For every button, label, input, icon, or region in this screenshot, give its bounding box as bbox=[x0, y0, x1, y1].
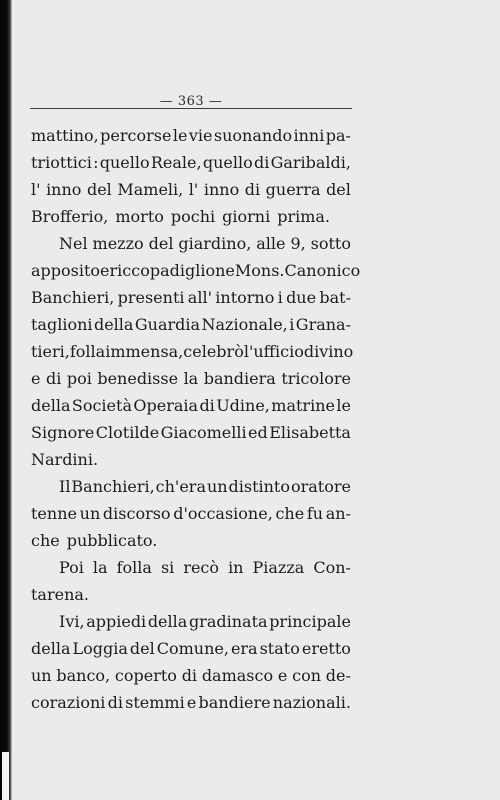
word: coperto bbox=[114, 666, 177, 685]
word: Banchieri, bbox=[71, 477, 155, 496]
word: della bbox=[31, 396, 71, 415]
word: giardino, bbox=[178, 234, 252, 253]
word: prima. bbox=[277, 207, 331, 226]
word: di bbox=[107, 693, 123, 712]
text-line bbox=[31, 554, 351, 581]
word: un bbox=[79, 504, 101, 523]
word: Il bbox=[59, 477, 71, 496]
word: del bbox=[326, 180, 351, 199]
text-line bbox=[31, 176, 351, 203]
word: all' bbox=[187, 288, 212, 307]
word: Giacomelli bbox=[160, 423, 247, 442]
word: taglioni bbox=[31, 315, 93, 334]
word: Garibaldi, bbox=[270, 153, 351, 172]
word: de- bbox=[325, 666, 351, 685]
text-line bbox=[31, 473, 351, 500]
word: fu bbox=[306, 504, 324, 523]
text-line bbox=[31, 257, 361, 284]
word: ricco bbox=[109, 261, 150, 280]
word: Clotilde bbox=[95, 423, 160, 442]
word: benedisse bbox=[97, 369, 179, 388]
word: quello bbox=[99, 153, 150, 172]
word: di bbox=[199, 396, 215, 415]
word: si bbox=[160, 558, 175, 577]
word: an- bbox=[325, 504, 351, 523]
word: di bbox=[244, 180, 261, 199]
word: Guardia bbox=[134, 315, 201, 334]
word: della bbox=[31, 639, 71, 658]
word: Banchieri, bbox=[31, 288, 115, 307]
word: Loggia bbox=[72, 639, 128, 658]
word: Poi bbox=[59, 558, 84, 577]
text-line bbox=[31, 230, 351, 257]
word: principale bbox=[269, 612, 351, 631]
word: quello bbox=[202, 153, 253, 172]
word: che bbox=[31, 531, 60, 550]
word: celebrò bbox=[183, 342, 244, 361]
word: e bbox=[186, 693, 197, 712]
word: guerra bbox=[265, 180, 321, 199]
word: stato bbox=[259, 639, 300, 658]
text-line bbox=[31, 284, 351, 311]
word: morto bbox=[115, 207, 164, 226]
body-text bbox=[31, 122, 361, 716]
word: Nel bbox=[59, 234, 88, 253]
word: discorso bbox=[102, 504, 171, 523]
word: del bbox=[148, 234, 174, 253]
word: l' bbox=[31, 180, 41, 199]
word: le bbox=[172, 126, 188, 145]
word: percorse bbox=[100, 126, 172, 145]
word: un bbox=[31, 666, 52, 685]
word: del bbox=[86, 180, 112, 199]
word: mattino, bbox=[31, 126, 99, 145]
word: i bbox=[277, 288, 283, 307]
word: padiglione bbox=[149, 261, 235, 280]
word: giorni bbox=[222, 207, 271, 226]
word: : bbox=[93, 153, 99, 172]
word: Piazza bbox=[252, 558, 305, 577]
word: nazionali. bbox=[272, 693, 351, 712]
word: gradinata bbox=[188, 612, 268, 631]
word: folla bbox=[69, 342, 106, 361]
word: del bbox=[129, 639, 155, 658]
word: ch'era bbox=[155, 477, 206, 496]
header-rule bbox=[30, 108, 352, 109]
word: l'ufficio bbox=[243, 342, 304, 361]
word: e bbox=[100, 261, 110, 280]
word: eretto bbox=[301, 639, 351, 658]
text-line bbox=[31, 635, 351, 662]
word: bandiere bbox=[198, 693, 271, 712]
word: ed bbox=[248, 423, 268, 442]
word: tarena. bbox=[31, 585, 90, 604]
word: alle bbox=[256, 234, 286, 253]
word: damasco bbox=[201, 666, 274, 685]
word: inno bbox=[203, 180, 240, 199]
word: tieri, bbox=[31, 342, 70, 361]
word: Comune, bbox=[156, 639, 229, 658]
word: di bbox=[253, 153, 270, 172]
word: folla bbox=[116, 558, 152, 577]
word: della bbox=[147, 612, 188, 631]
text-line bbox=[31, 338, 354, 365]
word: bat- bbox=[319, 288, 351, 307]
binding-edge bbox=[0, 0, 12, 800]
text-line bbox=[31, 446, 351, 473]
text-line bbox=[31, 581, 351, 608]
word: oratore bbox=[290, 477, 351, 496]
text-line bbox=[31, 365, 351, 392]
word: banco, bbox=[56, 666, 111, 685]
word: intorno bbox=[215, 288, 275, 307]
word: corazioni bbox=[31, 693, 106, 712]
word: tenne bbox=[31, 504, 77, 523]
word: immensa, bbox=[105, 342, 184, 361]
word: triottici bbox=[31, 153, 92, 172]
word: le bbox=[336, 396, 351, 415]
word: sotto bbox=[310, 234, 351, 253]
text-line bbox=[31, 419, 351, 446]
word: di bbox=[45, 369, 62, 388]
word: 9, bbox=[290, 234, 306, 253]
text-line bbox=[31, 203, 351, 230]
word: matrine bbox=[271, 396, 335, 415]
word: d'occasione, bbox=[173, 504, 273, 523]
text-line bbox=[31, 392, 351, 419]
word: e bbox=[31, 369, 41, 388]
word: i bbox=[289, 315, 295, 334]
word: Nazionale, bbox=[201, 315, 288, 334]
word: Grana- bbox=[295, 315, 351, 334]
word: la bbox=[92, 558, 108, 577]
word: Elisabetta bbox=[269, 423, 351, 442]
word: stemmi bbox=[125, 693, 185, 712]
word: poi bbox=[66, 369, 92, 388]
word: inni bbox=[293, 126, 325, 145]
word: divino bbox=[303, 342, 354, 361]
word: che bbox=[275, 504, 305, 523]
word: distinto bbox=[228, 477, 290, 496]
word: l' bbox=[188, 180, 199, 199]
text-line bbox=[31, 500, 351, 527]
text-line bbox=[31, 662, 351, 689]
word: bandiera bbox=[203, 369, 276, 388]
text-line bbox=[31, 122, 351, 149]
word: e bbox=[277, 666, 288, 685]
word: Canonico bbox=[284, 261, 361, 280]
word: Mons. bbox=[234, 261, 285, 280]
text-line bbox=[31, 311, 351, 338]
word: Udine, bbox=[216, 396, 270, 415]
word: in bbox=[228, 558, 244, 577]
binding-notch bbox=[2, 752, 9, 800]
word: inno bbox=[46, 180, 82, 199]
text-line bbox=[31, 149, 351, 176]
word: della bbox=[93, 315, 134, 334]
word: Brofferio, bbox=[31, 207, 109, 226]
text-line bbox=[31, 527, 351, 554]
word: Operaia bbox=[133, 396, 199, 415]
word: pochi bbox=[170, 207, 216, 226]
page-number: — 363 — bbox=[159, 94, 223, 109]
word: apposito bbox=[31, 261, 101, 280]
word: vie bbox=[188, 126, 213, 145]
word: suonando bbox=[213, 126, 293, 145]
word: Con- bbox=[313, 558, 351, 577]
word: Nardini. bbox=[31, 450, 99, 469]
word: due bbox=[286, 288, 317, 307]
word: pa- bbox=[325, 126, 351, 145]
word: Società bbox=[71, 396, 132, 415]
word: la bbox=[183, 369, 199, 388]
word: era bbox=[230, 639, 258, 658]
word: mezzo bbox=[92, 234, 144, 253]
text-line bbox=[31, 689, 351, 716]
word: recò bbox=[183, 558, 220, 577]
word: di bbox=[181, 666, 198, 685]
word: appiedi bbox=[86, 612, 147, 631]
word: con bbox=[292, 666, 322, 685]
word: presenti bbox=[117, 288, 185, 307]
word: un bbox=[206, 477, 228, 496]
text-line bbox=[31, 608, 351, 635]
word: Ivi, bbox=[59, 612, 85, 631]
word: Mameli, bbox=[117, 180, 184, 199]
word: tricolore bbox=[281, 369, 351, 388]
word: pubblicato. bbox=[66, 531, 158, 550]
word: Signore bbox=[31, 423, 95, 442]
word: Reale, bbox=[150, 153, 202, 172]
